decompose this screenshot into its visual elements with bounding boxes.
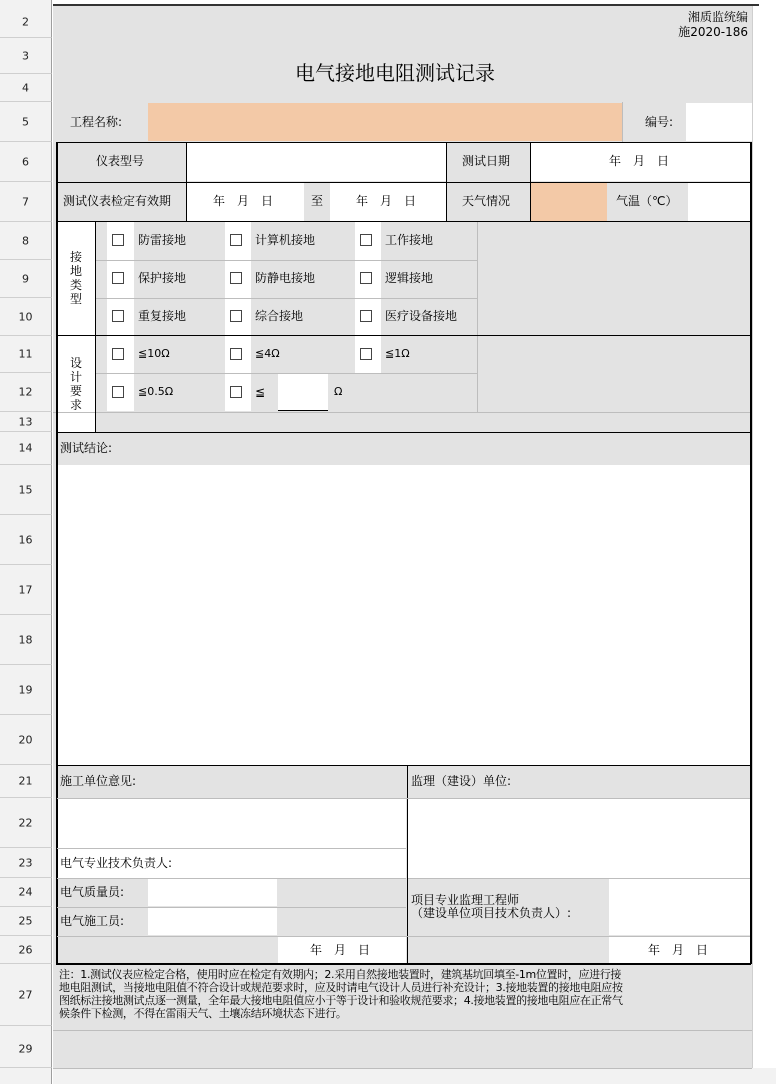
option-working-grounding: 工作接地 — [385, 233, 434, 247]
row-header[interactable] — [0, 102, 52, 142]
row-header[interactable] — [0, 260, 52, 298]
weather-field[interactable] — [531, 183, 607, 221]
row-header[interactable] — [0, 373, 52, 412]
grid-line — [57, 798, 750, 799]
row-header[interactable] — [0, 38, 52, 74]
row-header[interactable] — [0, 298, 52, 336]
grid-line — [57, 848, 406, 849]
row-header[interactable] — [0, 515, 52, 565]
construction-opinion-label: 施工单位意见: — [60, 774, 137, 788]
table-border — [95, 221, 96, 432]
row-header[interactable] — [0, 412, 52, 432]
table-border — [186, 142, 187, 222]
option-req-1-ohm: ≦1Ω — [385, 347, 410, 360]
table-border — [56, 765, 751, 766]
row-number: 27 — [18, 988, 33, 1001]
note-line-3: 图纸标注接地测试点逐一测量，全年最大接地电阻值应小于等于设计和验收规范要求；4.接地装置的接地电阻应在正常气 — [59, 994, 623, 1007]
grid-line — [53, 412, 752, 413]
row-number: 23 — [18, 856, 33, 869]
table-border — [56, 432, 751, 433]
option-req-4-ohm: ≦4Ω — [255, 347, 280, 360]
row-number: 24 — [18, 885, 33, 899]
row-number: 9 — [22, 272, 29, 285]
note-line-2: 地电阻测试，当接地电阻值不符合设计或规范要求时，应及时请电气设计人员进行补充设计；3.接地装置的接地电阻应按 — [59, 981, 623, 994]
row-number: 18 — [18, 633, 33, 646]
row-header[interactable] — [0, 765, 52, 798]
table-border — [56, 182, 751, 183]
option-req-10-ohm: ≦10Ω — [138, 347, 170, 360]
row-number: 12 — [18, 385, 33, 399]
checkbox-lightning-grounding[interactable] — [112, 234, 124, 246]
table-border — [750, 142, 752, 964]
checkbox-integrated-grounding[interactable] — [230, 310, 242, 322]
row-header[interactable] — [0, 848, 52, 878]
custom-ohm-input[interactable] — [278, 373, 328, 411]
checkbox-logic-grounding[interactable] — [360, 272, 372, 284]
row-number: 7 — [22, 195, 29, 208]
row-header[interactable] — [0, 907, 52, 936]
electrician-field[interactable] — [148, 908, 277, 935]
conclusion-label: 测试结论: — [60, 441, 113, 455]
row-header[interactable] — [0, 936, 52, 964]
option-repeated-grounding: 重复接地 — [138, 309, 187, 323]
grid-line — [408, 878, 750, 879]
grid-line — [53, 1068, 752, 1069]
top-border — [53, 4, 759, 8]
row-header[interactable] — [0, 336, 52, 373]
row-header[interactable] — [0, 74, 52, 102]
grid-line — [57, 936, 750, 937]
option-logic-grounding: 逻辑接地 — [385, 271, 434, 285]
grid-line — [95, 298, 477, 299]
bottom-strip — [53, 1068, 776, 1084]
row-number: 22 — [18, 816, 33, 829]
page-title: 电气接地电阻测试记录 — [295, 61, 495, 85]
engineer-label-1: 项目专业监理工程师 — [411, 893, 520, 907]
validity-from-value: 年 月 日 — [213, 194, 274, 208]
checkbox-req-custom[interactable] — [230, 386, 242, 398]
row-number: 17 — [18, 583, 33, 596]
table-border — [446, 142, 447, 222]
project-number-field[interactable] — [686, 103, 752, 141]
option-antistatic-grounding: 防静电接地 — [255, 271, 316, 285]
row-number: 20 — [18, 733, 33, 746]
table-border — [530, 142, 531, 222]
table-border — [407, 765, 408, 964]
row-number: 25 — [18, 914, 33, 928]
row-header[interactable] — [0, 142, 52, 182]
row-header[interactable] — [0, 665, 52, 715]
supervision-date: 年 月 日 — [648, 943, 709, 957]
engineer-label-2: （建设单位项目技术负责人）: — [411, 906, 572, 920]
table-border — [56, 221, 751, 222]
quality-officer-field[interactable] — [148, 879, 277, 906]
row-number: 13 — [18, 415, 33, 428]
temperature-field[interactable] — [688, 183, 750, 221]
row-number: 21 — [18, 774, 33, 788]
row-number: 16 — [18, 533, 33, 546]
table-border — [56, 142, 751, 143]
row-header[interactable] — [0, 182, 52, 222]
notes-block — [59, 968, 752, 1028]
grid-line — [477, 222, 478, 412]
grid-line — [95, 260, 477, 261]
construction-date: 年 月 日 — [310, 943, 371, 957]
test-date-label: 测试日期 — [462, 154, 511, 168]
row-number: 6 — [22, 155, 29, 168]
checkbox-repeated-grounding[interactable] — [112, 310, 124, 322]
grid-line — [95, 373, 477, 374]
validity-label: 测试仪表检定有效期 — [63, 194, 172, 208]
option-computer-grounding: 计算机接地 — [255, 233, 316, 247]
validity-to-label: 至 — [311, 194, 324, 208]
form-code: 施2020-186 — [678, 25, 748, 39]
row-number: 19 — [18, 683, 33, 696]
row-number: 29 — [18, 1042, 33, 1055]
electrician-label: 电气施工员: — [60, 914, 125, 928]
tech-lead-label: 电气专业技术负责人: — [60, 856, 173, 870]
construction-opinion-field[interactable] — [57, 798, 406, 848]
option-medical-grounding: 医疗设备接地 — [385, 309, 458, 323]
option-req-custom-unit: Ω — [334, 385, 343, 398]
row-header[interactable] — [0, 878, 52, 907]
grid-line — [57, 878, 406, 879]
table-border — [56, 142, 58, 964]
checkbox-req-10-ohm[interactable] — [112, 348, 124, 360]
checkbox-req-4-ohm[interactable] — [230, 348, 242, 360]
checkbox-computer-grounding[interactable] — [230, 234, 242, 246]
project-name-label: 工程名称: — [70, 115, 123, 129]
row-header[interactable] — [0, 6, 52, 38]
row-number: 5 — [22, 115, 29, 128]
right-edge — [752, 6, 776, 1084]
conclusion-field[interactable] — [57, 465, 750, 765]
checkbox-req-1-ohm[interactable] — [360, 348, 372, 360]
project-number-label: 编号: — [645, 115, 674, 129]
row-number: 2 — [22, 15, 29, 28]
row-number: 11 — [18, 347, 33, 361]
project-name-field[interactable] — [148, 103, 622, 141]
table-border — [56, 963, 751, 965]
row-header[interactable] — [0, 222, 52, 260]
engineer-signature-field[interactable] — [609, 879, 750, 935]
tech-lead-field[interactable] — [200, 849, 406, 877]
row-header[interactable] — [0, 1030, 52, 1068]
option-req-0-5-ohm: ≦0.5Ω — [138, 385, 174, 398]
checkbox-protective-grounding[interactable] — [112, 272, 124, 284]
validity-to-value: 年 月 日 — [356, 194, 417, 208]
row-number: 15 — [18, 483, 33, 496]
weather-label: 天气情况 — [462, 194, 511, 208]
table-border — [56, 335, 751, 336]
option-integrated-grounding: 综合接地 — [255, 309, 304, 323]
row-number: 26 — [18, 943, 33, 956]
grid-line — [622, 102, 623, 142]
form-org: 湘质监统编 — [687, 10, 748, 24]
row-header[interactable] — [0, 565, 52, 615]
row-header[interactable] — [0, 465, 52, 515]
note-line-1: 注：1.测试仪表应检定合格，使用时应在检定有效期内；2.采用自然接地装置时，建筑基坑回填至-1m位置时，应进行接 — [59, 968, 622, 981]
row-number: 4 — [22, 81, 29, 94]
option-protective-grounding: 保护接地 — [138, 271, 187, 285]
supervision-label: 监理（建设）单位: — [411, 774, 512, 788]
instrument-model-field[interactable] — [186, 143, 446, 181]
row-number: 3 — [22, 49, 29, 62]
row-header[interactable] — [0, 964, 52, 1026]
option-req-custom-prefix: ≦ — [255, 385, 266, 399]
grid-line — [53, 1030, 752, 1031]
grid-line — [57, 907, 406, 908]
checkbox-req-0-5-ohm[interactable] — [112, 386, 124, 398]
quality-officer-label: 电气质量员: — [60, 885, 125, 899]
checkbox-working-grounding[interactable] — [360, 234, 372, 246]
row-header[interactable] — [0, 715, 52, 765]
option-lightning-grounding: 防雷接地 — [138, 233, 187, 247]
design-req-label: 设计要求 — [70, 356, 83, 412]
instrument-model-label: 仪表型号 — [96, 154, 145, 168]
grounding-type-label: 接地类型 — [70, 250, 83, 306]
row-number: 8 — [22, 234, 29, 247]
note-line-4: 候条件下检测，不得在雷雨天气、土壤冻结环境状态下进行。 — [59, 1007, 347, 1020]
test-date-value: 年 月 日 — [609, 154, 670, 168]
supervision-opinion-field[interactable] — [408, 798, 750, 878]
temperature-label: 气温（℃） — [616, 194, 678, 208]
checkbox-antistatic-grounding[interactable] — [230, 272, 242, 284]
row-header[interactable] — [0, 798, 52, 848]
row-number: 14 — [18, 441, 33, 455]
row-header[interactable] — [0, 432, 52, 465]
row-header[interactable] — [0, 615, 52, 665]
checkbox-medical-grounding[interactable] — [360, 310, 372, 322]
row-number: 10 — [18, 310, 33, 323]
